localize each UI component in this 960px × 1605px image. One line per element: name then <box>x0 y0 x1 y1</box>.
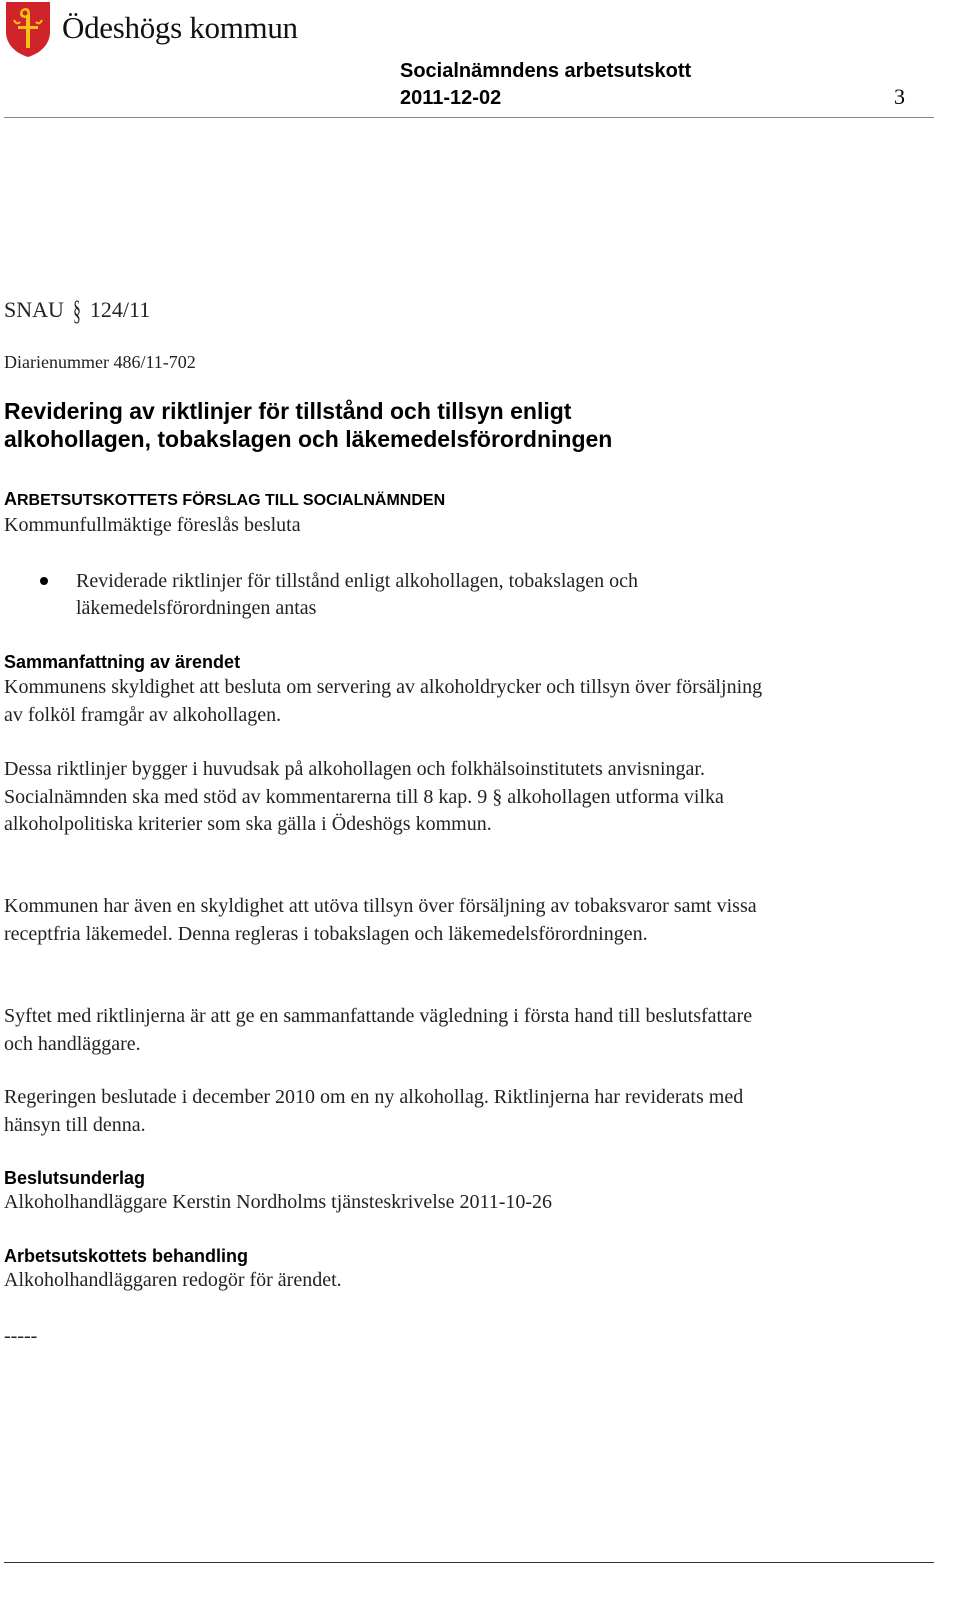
end-marker: ----- <box>4 1325 38 1347</box>
committee-name: Socialnämndens arbetsutskott <box>400 60 692 82</box>
case-prefix: SNAU <box>4 297 64 322</box>
summary-paragraph: Kommunen har även en skyldighet att utöva tillsyn över försäljning av tobaksvaror samt vissa receptfria läkemedel. Denna regleras i tobakslagen och läkemedelsförordningen. <box>4 895 757 945</box>
summary-heading: Sammanfattning av ärendet <box>4 652 241 672</box>
handling-heading: Arbetsutskottets behandling <box>4 1246 249 1266</box>
coat-of-arms-icon <box>4 0 52 58</box>
footer-divider <box>4 1562 934 1563</box>
bullet-icon <box>40 577 48 585</box>
basis-heading: Beslutsunderlag <box>4 1168 146 1188</box>
title-line-2: alkohollagen, tobakslagen och läkemedelsförordningen <box>4 426 613 452</box>
diary-number: Diarienummer 486/11-702 <box>4 352 196 372</box>
title-line-1: Revidering av riktlinjer för tillstånd och tillsyn enligt <box>4 398 572 424</box>
proposal-intro: Kommunfullmäktige föreslås besluta <box>4 514 301 536</box>
document-title <box>4 397 724 453</box>
proposal-heading-initial: A <box>4 489 17 509</box>
handling-text: Alkoholhandläggaren redogör för ärendet. <box>4 1269 342 1291</box>
summary-paragraph: Dessa riktlinjer bygger i huvudsak på alkohollagen och folkhälsoinstitutets anvisningar. Socialnämnden ska med stöd av kommentarerna till 8 kap. 9 § alkohollagen utforma vilka alkoholpolitiska kriterier som ska gälla i Ödeshögs kommun. <box>4 758 724 835</box>
proposal-heading <box>4 489 445 511</box>
organization-name: Ödeshögs kommun <box>62 10 298 45</box>
list-item-text: Reviderade riktlinjer för tillstånd enligt alkohollagen, tobakslagen och läkemedelsförordningen antas <box>76 570 639 619</box>
summary-paragraph: Regeringen beslutade i december 2010 om en ny alkohollag. Riktlinjerna har reviderats med hänsyn till denna. <box>4 1086 744 1136</box>
proposal-list <box>40 568 760 622</box>
case-id: 124/11 <box>89 297 151 322</box>
page-number: 3 <box>894 84 905 109</box>
list-item <box>40 568 760 622</box>
summary-paragraph: Syftet med riktlinjerna är att ge en sammanfattande vägledning i första hand till beslutsfattare och handläggare. <box>4 1005 753 1055</box>
proposal-heading-rest: RBETSUTSKOTTETS FÖRSLAG TILL SOCIALNÄMNDEN <box>17 492 446 509</box>
case-number <box>4 296 150 326</box>
meeting-date: 2011-12-02 <box>400 87 502 109</box>
section-symbol: § <box>73 296 81 327</box>
header-divider <box>4 117 934 118</box>
basis-text: Alkoholhandläggare Kerstin Nordholms tjänsteskrivelse 2011-10-26 <box>4 1191 553 1213</box>
summary-paragraph: Kommunens skyldighet att besluta om servering av alkoholdrycker och tillsyn över försäljning av folköl framgår av alkohollagen. <box>4 676 763 726</box>
